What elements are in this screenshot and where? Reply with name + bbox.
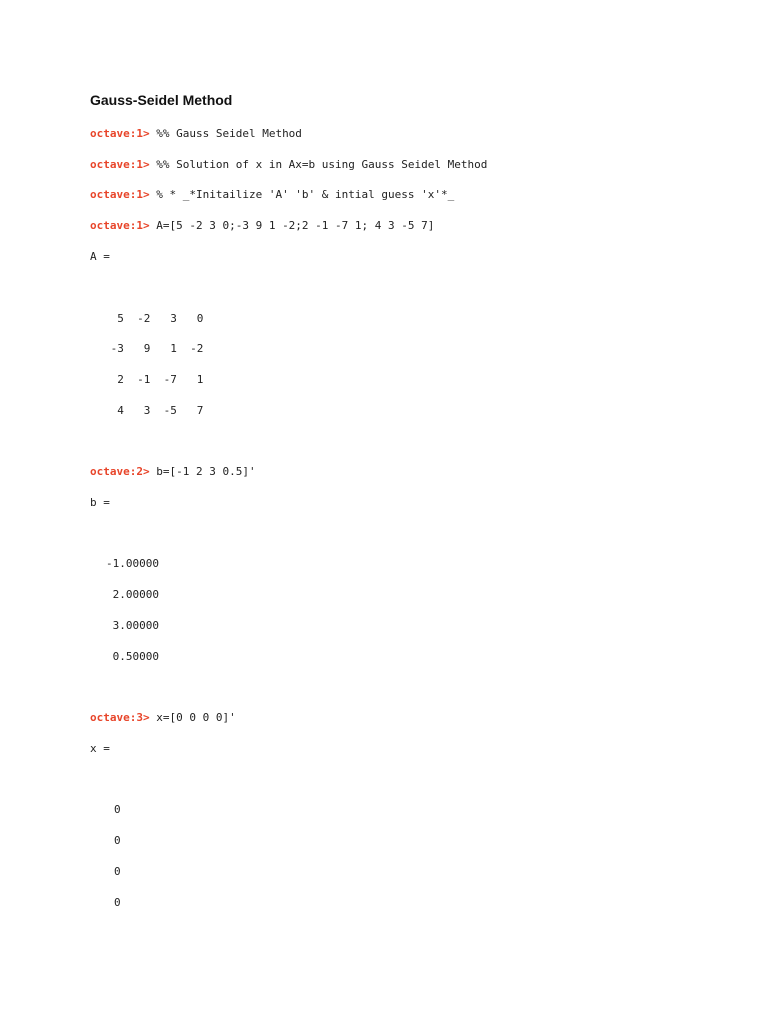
octave-prompt: octave:1> xyxy=(90,188,157,201)
vector-row: 2.00000 xyxy=(106,588,159,601)
matrix-row: -3 9 1 -2 xyxy=(104,342,204,355)
vector-row: 0 xyxy=(114,834,121,847)
command-line xyxy=(90,465,256,479)
command-text: A=[5 -2 3 0;-3 9 1 -2;2 -1 -7 1; 4 3 -5 7] xyxy=(156,219,435,232)
matrix-row: 4 3 -5 7 xyxy=(104,404,204,417)
vector-row: 3.00000 xyxy=(106,619,159,632)
command-line xyxy=(90,711,236,725)
octave-prompt: octave:3> xyxy=(90,711,157,724)
command-text: %% Solution of x in Ax=b using Gauss Seidel Method xyxy=(156,158,488,171)
matrix-row: 5 -2 3 0 xyxy=(104,312,204,325)
command-line xyxy=(90,158,487,172)
command-line xyxy=(90,127,302,141)
octave-prompt: octave:1> xyxy=(90,219,157,232)
vector-row: 0 xyxy=(114,896,121,909)
command-text: x=[0 0 0 0]' xyxy=(156,711,236,724)
command-text: %% Gauss Seidel Method xyxy=(156,127,302,140)
matrix-row: 2 -1 -7 1 xyxy=(104,373,204,386)
output-label-x: x = xyxy=(90,742,110,755)
command-text: b=[-1 2 3 0.5]' xyxy=(156,465,256,478)
command-line xyxy=(90,219,434,233)
page-title: Gauss-Seidel Method xyxy=(90,92,233,108)
vector-row: 0.50000 xyxy=(106,650,159,663)
octave-prompt: octave:2> xyxy=(90,465,157,478)
octave-prompt: octave:1> xyxy=(90,158,157,171)
vector-row: 0 xyxy=(114,865,121,878)
vector-row: -1.00000 xyxy=(106,557,159,570)
command-text: % * _*Initailize 'A' 'b' & intial guess 'x'*_ xyxy=(156,188,455,201)
command-line xyxy=(90,188,454,202)
octave-prompt: octave:1> xyxy=(90,127,157,140)
vector-row: 0 xyxy=(114,803,121,816)
output-label-a: A = xyxy=(90,250,110,263)
output-label-b: b = xyxy=(90,496,110,509)
